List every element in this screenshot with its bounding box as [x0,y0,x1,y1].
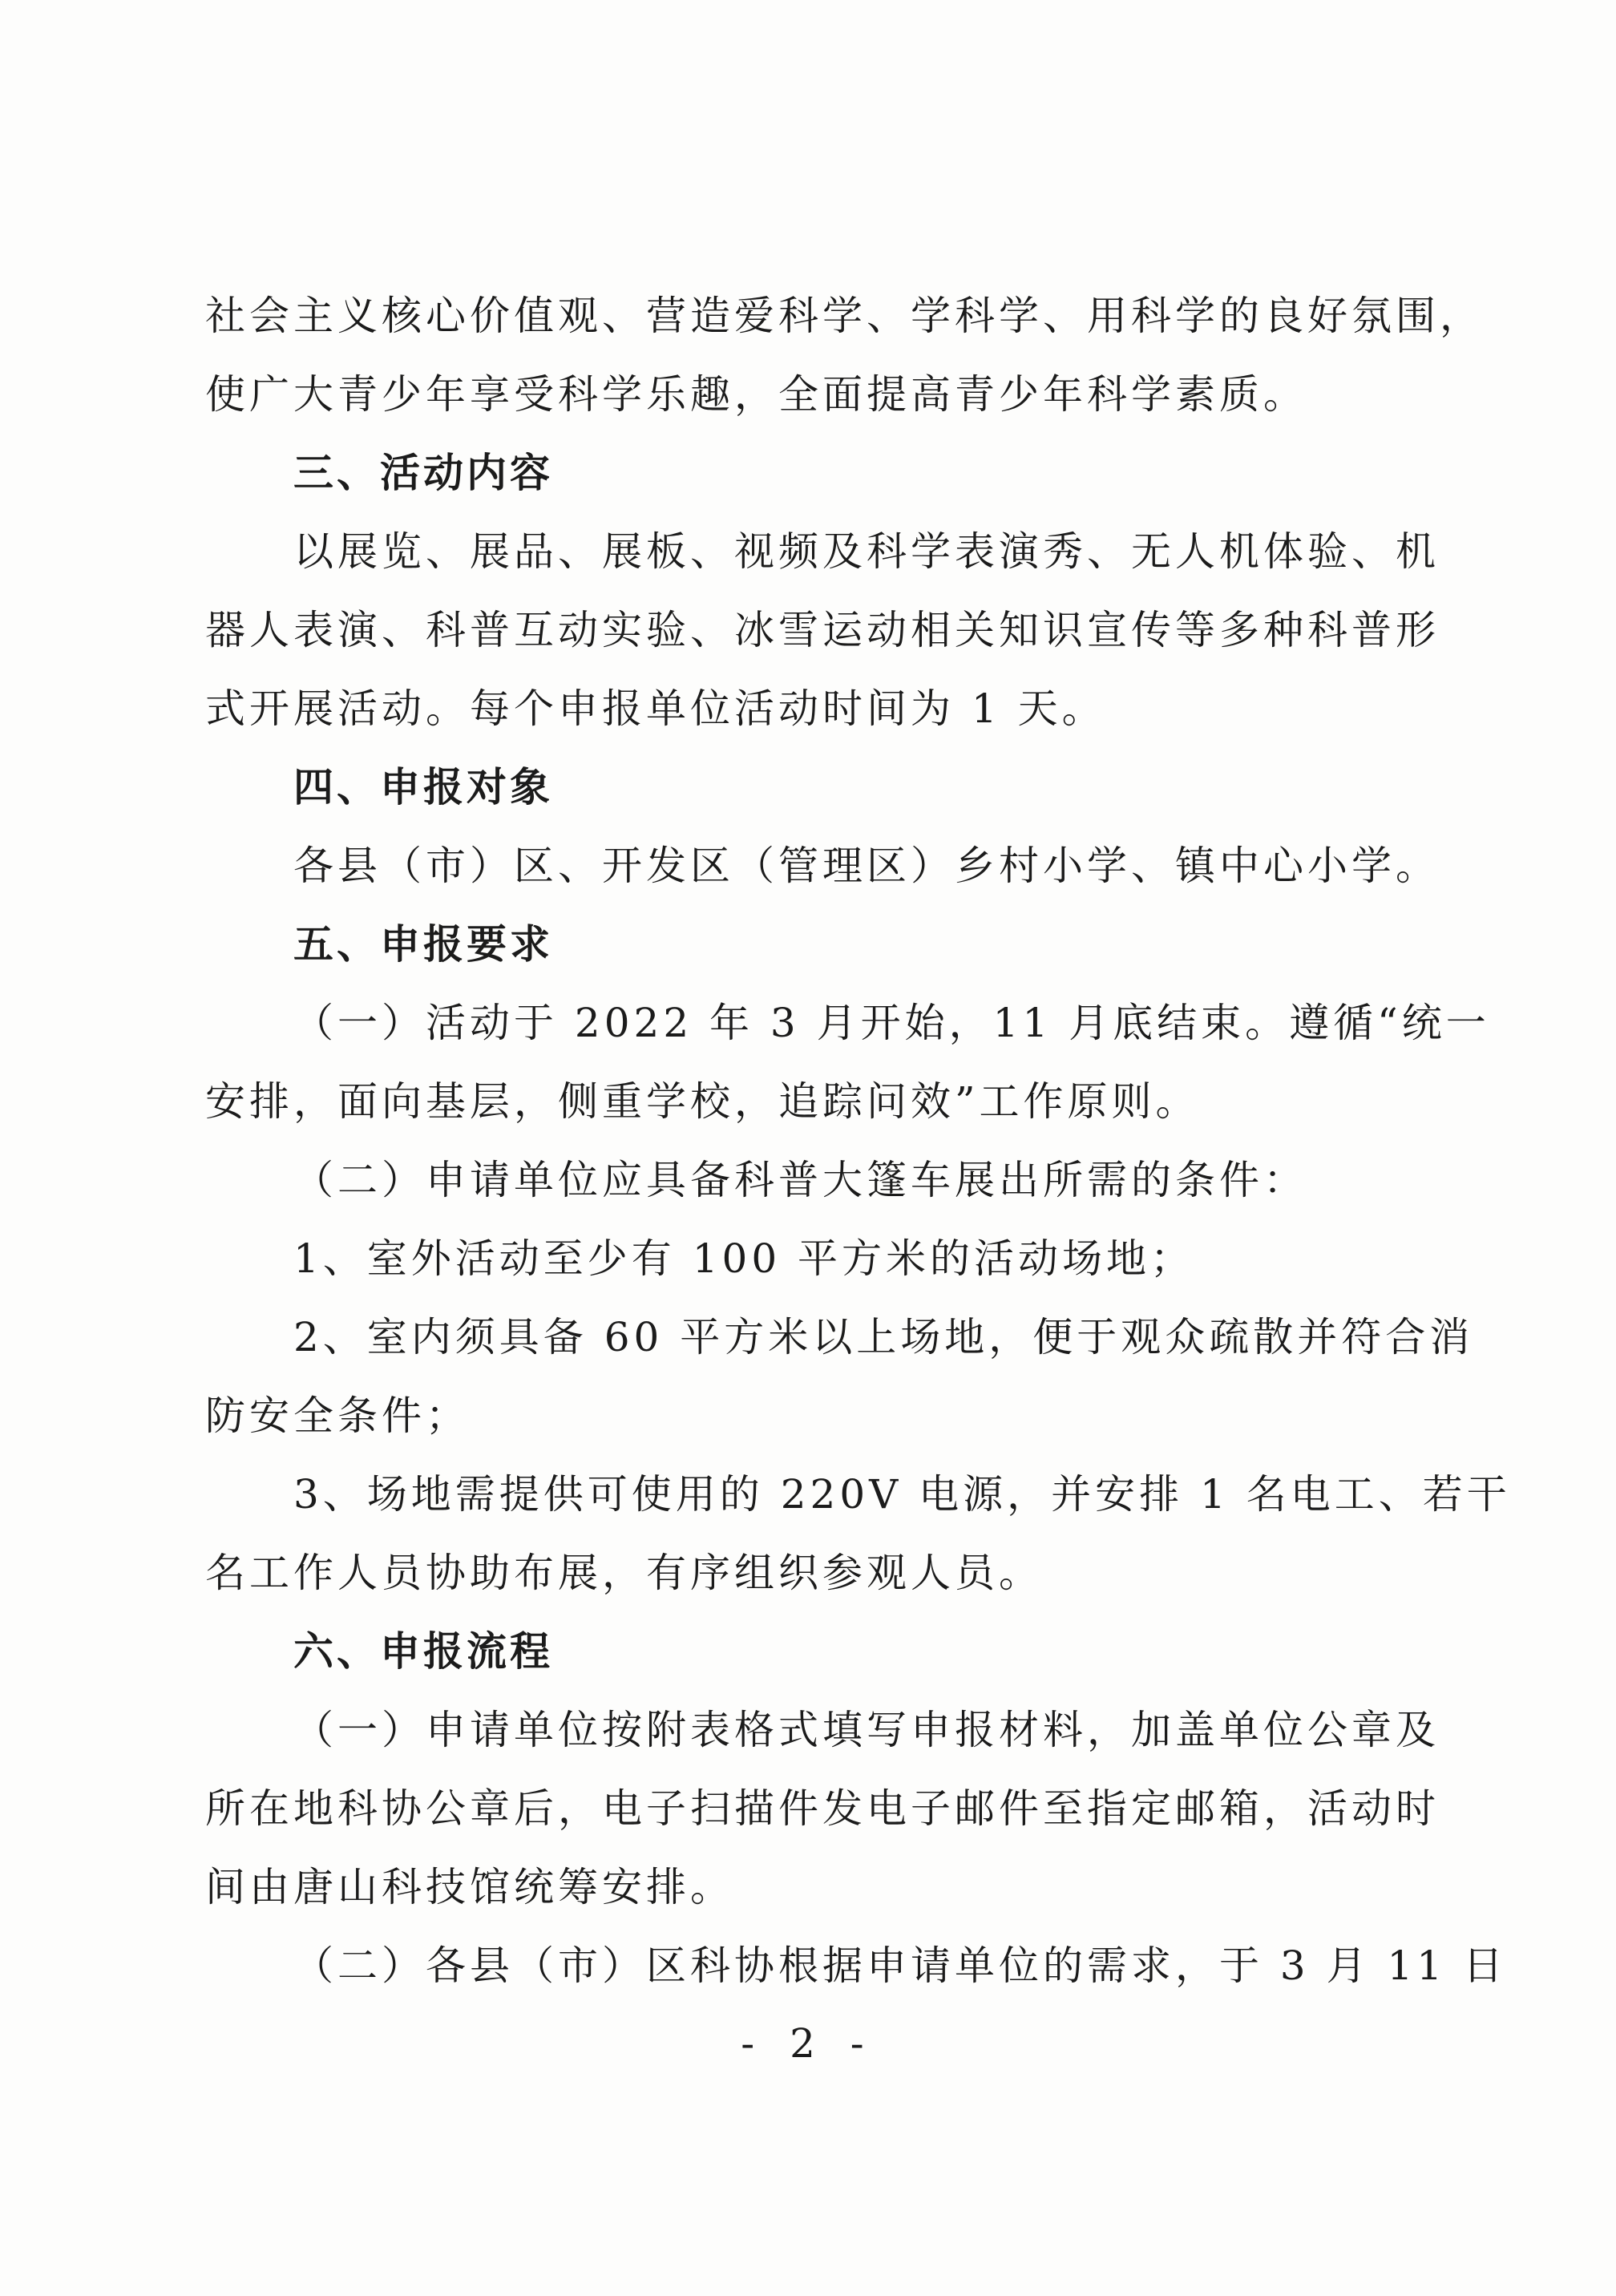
body-text-line: 2、室内须具备 60 平方米以上场地，便于观众疏散并符合消 [293,1314,1474,1360]
body-text-line: （一）活动于 2022 年 3 月开始，11 月底结束。遵循“统一 [293,1000,1490,1046]
body-text-line: 各县（市）区、开发区（管理区）乡村小学、镇中心小学。 [293,843,1440,889]
section-heading: 五、申报要求 [293,921,553,968]
body-text-line: 安排，面向基层，侧重学校，追踪问效”工作原则。 [205,1078,1200,1125]
document-body [205,277,1511,2005]
section-heading: 三、活动内容 [293,450,553,496]
body-text-line: 3、场地需提供可使用的 220V 电源，并安排 1 名电工、若干 [293,1471,1511,1518]
body-text-line: 使广大青少年享受科学乐趣，全面提高青少年科学素质。 [205,371,1307,418]
body-text-line: 以展览、展品、展板、视频及科学表演秀、无人机体验、机 [293,528,1440,575]
body-text-line: 名工作人员协助布展，有序组织参观人员。 [205,1550,1043,1596]
section-heading: 四、申报对象 [293,764,553,810]
body-text-line: （二）各县（市）区科协根据申请单位的需求，于 3 月 11 日 [293,1942,1508,1989]
body-text-line: 间由唐山科技馆统筹安排。 [205,1864,734,1910]
body-text-line: （一）申请单位按附表格式填写申报材料，加盖单位公章及 [293,1707,1440,1753]
body-text-line: （二）申请单位应具备科普大篷车展出所需的条件： [293,1157,1307,1203]
section-heading: 六、申报流程 [293,1628,553,1675]
body-text-line: 所在地科协公章后，电子扫描件发电子邮件至指定邮箱，活动时 [205,1785,1440,1832]
body-text-line: 1、室外活动至少有 100 平方米的活动场地； [293,1235,1195,1282]
body-text-line: 社会主义核心价值观、营造爱科学、学科学、用科学的良好氛围， [205,293,1484,339]
body-text-line: 式开展活动。每个申报单位活动时间为 1 天。 [205,685,1106,732]
body-text-line: 防安全条件； [205,1393,470,1439]
page-number: - 2 - [741,2020,875,2067]
body-text-line: 器人表演、科普互动实验、冰雪运动相关知识宣传等多种科普形 [205,607,1440,653]
